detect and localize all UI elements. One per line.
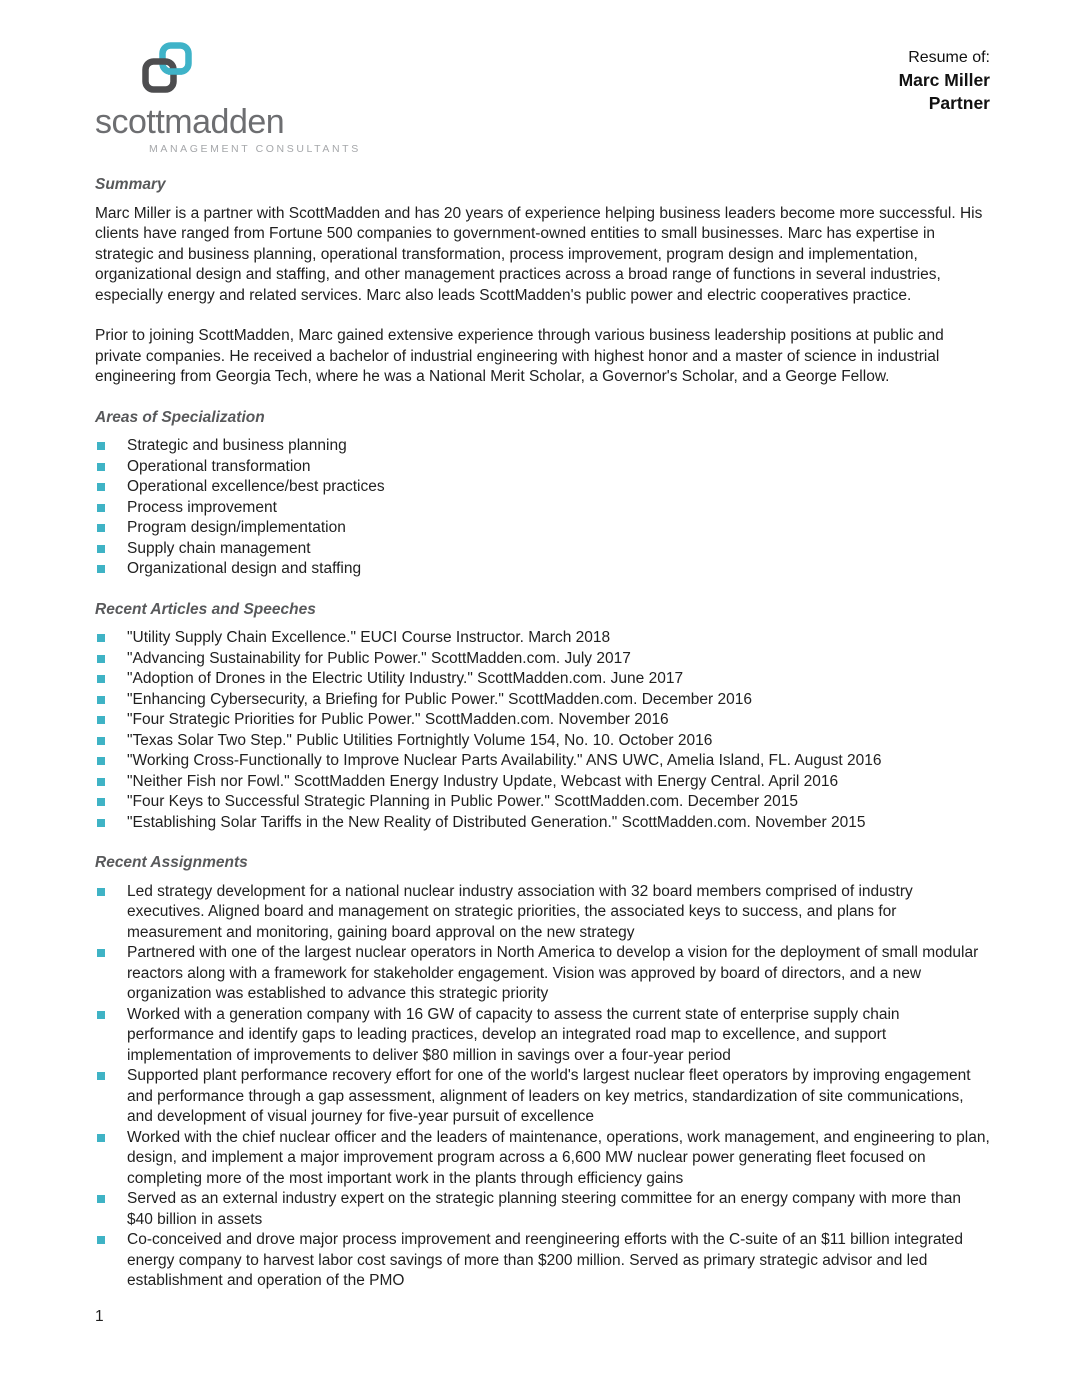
list-item-text: Process improvement <box>127 498 277 516</box>
list-item <box>95 649 990 670</box>
list-item <box>95 690 990 711</box>
list-item-text: Supported plant performance recovery effort for one of the world's largest nuclear fleet operators by improving engagement and performance through a gap assessment, alignment of leaders on key metrics, standardization of site communications, and development of visual journey for five-year pursuit of excellence <box>127 1067 971 1125</box>
bullet-list <box>95 628 990 833</box>
list-item-text: Program design/implementation <box>127 519 346 536</box>
page-number: 1 <box>95 1308 104 1325</box>
list-item <box>95 559 990 580</box>
section-heading: Recent Articles and Speeches <box>95 600 316 618</box>
list-item <box>95 628 990 649</box>
list-item-text: "Four Keys to Successful Strategic Planning in Public Power." ScottMadden.com. December 2015 <box>127 793 798 810</box>
list-item <box>95 498 990 519</box>
list-item <box>95 669 990 690</box>
list-item <box>95 436 990 457</box>
resume-of-block <box>899 42 990 115</box>
list-item-text: Operational transformation <box>127 457 311 475</box>
resume-of-label: Resume of: <box>908 49 990 66</box>
list-item <box>95 772 990 793</box>
list-item-text: Co-conceived and drove major process improvement and reengineering efforts with the C-suite of an $11 billion integrated energy company to harvest labor cost savings of more than $200 million. Served as primary strategic advisor and led establishment and operation of the PMO <box>127 1231 964 1289</box>
bullet-square-icon <box>97 504 105 512</box>
paragraph: Marc Miller is a partner with ScottMadden and has 20 years of experience helping business leaders become more successful. His clients have ranged from Fortune 500 companies to government-owned entities to small businesses. Marc has expertise in strategic and business planning, operational transformation, process improvement, program design and implementation, organizational design and staffing, and other management practices across a broad range of functions in several industries, especially energy and related services. Marc also leads ScottMadden's public power and electric cooperatives practice. <box>95 204 983 304</box>
list-item <box>95 1005 990 1067</box>
list-item <box>95 1066 990 1128</box>
bullet-square-icon <box>97 757 105 765</box>
section-heading: Recent Assignments <box>95 854 248 871</box>
logo-tagline: MANAGEMENT CONSULTANTS <box>149 143 361 155</box>
list-item-text: "Adoption of Drones in the Electric Utility Industry." ScottMadden.com. June 2017 <box>127 670 684 687</box>
bullet-list <box>95 436 990 580</box>
list-item <box>95 943 990 1005</box>
list-item-text: "Utility Supply Chain Excellence." EUCI Course Instructor. March 2018 <box>127 629 611 646</box>
list-item-text: "Advancing Sustainability for Public Power." ScottMadden.com. July 2017 <box>127 649 631 667</box>
resume-name: Marc Miller <box>898 70 990 90</box>
list-item-text: Led strategy development for a national nuclear industry association with 32 board members comprised of industry executives. Aligned board and management on strategic priorities, the associated keys to success, and plans for measurement and monitoring, gaining board approval on the new strategy <box>127 882 913 941</box>
list-item-text: "Working Cross-Functionally to Improve Nuclear Parts Availability." ANS UWC, Amelia Island, FL. August 2016 <box>127 752 882 769</box>
list-item-text: Served as an external industry expert on the strategic planning steering committee for an energy company with more than $40 billion in assets <box>127 1190 962 1228</box>
bullet-square-icon <box>97 634 105 642</box>
list-item <box>95 539 990 560</box>
scottmadden-logo <box>95 42 361 155</box>
list-item <box>95 731 990 752</box>
bullet-square-icon <box>97 716 105 724</box>
bullet-square-icon <box>97 1195 105 1203</box>
document-content <box>95 175 990 1292</box>
bullet-square-icon <box>97 655 105 663</box>
list-item <box>95 792 990 813</box>
bullet-square-icon <box>97 1011 105 1019</box>
list-item-text: Organizational design and staffing <box>127 560 362 577</box>
bullet-square-icon <box>97 442 105 450</box>
list-item <box>95 518 990 539</box>
list-item-text: Supply chain management <box>127 539 311 557</box>
list-item <box>95 813 990 834</box>
list-item <box>95 882 990 944</box>
list-item-text: "Texas Solar Two Step." Public Utilities Fortnightly Volume 154, No. 10. October 2016 <box>127 731 713 749</box>
bullet-list <box>95 882 990 1292</box>
list-item-text: Operational excellence/best practices <box>127 478 385 495</box>
list-item-text: "Four Strategic Priorities for Public Power." ScottMadden.com. November 2016 <box>127 711 669 728</box>
page-header <box>95 42 990 155</box>
list-item-text: "Enhancing Cybersecurity, a Briefing for Public Power." ScottMadden.com. December 2016 <box>127 690 752 708</box>
bullet-square-icon <box>97 675 105 683</box>
list-item-text: Strategic and business planning <box>127 437 347 454</box>
bullet-square-icon <box>97 819 105 827</box>
list-item <box>95 710 990 731</box>
bullet-square-icon <box>97 696 105 704</box>
list-item-text: Worked with the chief nuclear officer and the leaders of maintenance, operations, work management, and engineering to plan, design, and implement a major improvement program across a 6,600 MW nuclear power generating fleet focused on completing more of the most important work in the plants through efficiency gains <box>127 1128 990 1187</box>
list-item <box>95 1189 990 1230</box>
bullet-square-icon <box>97 798 105 806</box>
bullet-square-icon <box>97 888 105 896</box>
list-item-text: Worked with a generation company with 16 GW of capacity to assess the current state of enterprise supply chain performance and identify gaps to leading practices, develop an integrated road map to excellence, and support implementation of improvements to deliver $80 million in savings over a four-year period <box>127 1005 900 1064</box>
bullet-square-icon <box>97 565 105 573</box>
bullet-square-icon <box>97 463 105 471</box>
list-item-text: Partnered with one of the largest nuclear operators in North America to develop a vision for the deployment of small modular reactors along with a framework for stakeholder engagement. Vision was approved by board of directors, and a new organization was established to advance this strategic priority <box>127 944 979 1002</box>
paragraph: Prior to joining ScottMadden, Marc gained extensive experience through various business leadership positions at public and private companies. He received a bachelor of industrial engineering with highest honor and a master of science in industrial engineering from Georgia Tech, where he was a National Merit Scholar, a Governor's Scholar, and a George Fellow. <box>95 327 944 385</box>
list-item <box>95 1230 990 1292</box>
bullet-square-icon <box>97 949 105 957</box>
bullet-square-icon <box>97 1134 105 1142</box>
logo-wordmark: scottmadden <box>95 103 285 141</box>
list-item <box>95 457 990 478</box>
bullet-square-icon <box>97 1236 105 1244</box>
bullet-square-icon <box>97 524 105 532</box>
section-heading: Summary <box>95 176 166 193</box>
bullet-square-icon <box>97 737 105 745</box>
list-item <box>95 477 990 498</box>
section-heading: Areas of Specialization <box>95 408 265 426</box>
list-item <box>95 751 990 772</box>
list-item <box>95 1128 990 1190</box>
bullet-square-icon <box>97 1072 105 1080</box>
list-item-text: "Establishing Solar Tariffs in the New Reality of Distributed Generation." ScottMadden.com. November 2015 <box>127 813 866 831</box>
resume-title: Partner <box>928 93 990 113</box>
bullet-square-icon <box>97 545 105 553</box>
scottmadden-logo-icon <box>141 42 361 103</box>
list-item-text: "Neither Fish nor Fowl." ScottMadden Energy Industry Update, Webcast with Energy Central. April 2016 <box>127 772 839 790</box>
bullet-square-icon <box>97 778 105 786</box>
bullet-square-icon <box>97 483 105 491</box>
